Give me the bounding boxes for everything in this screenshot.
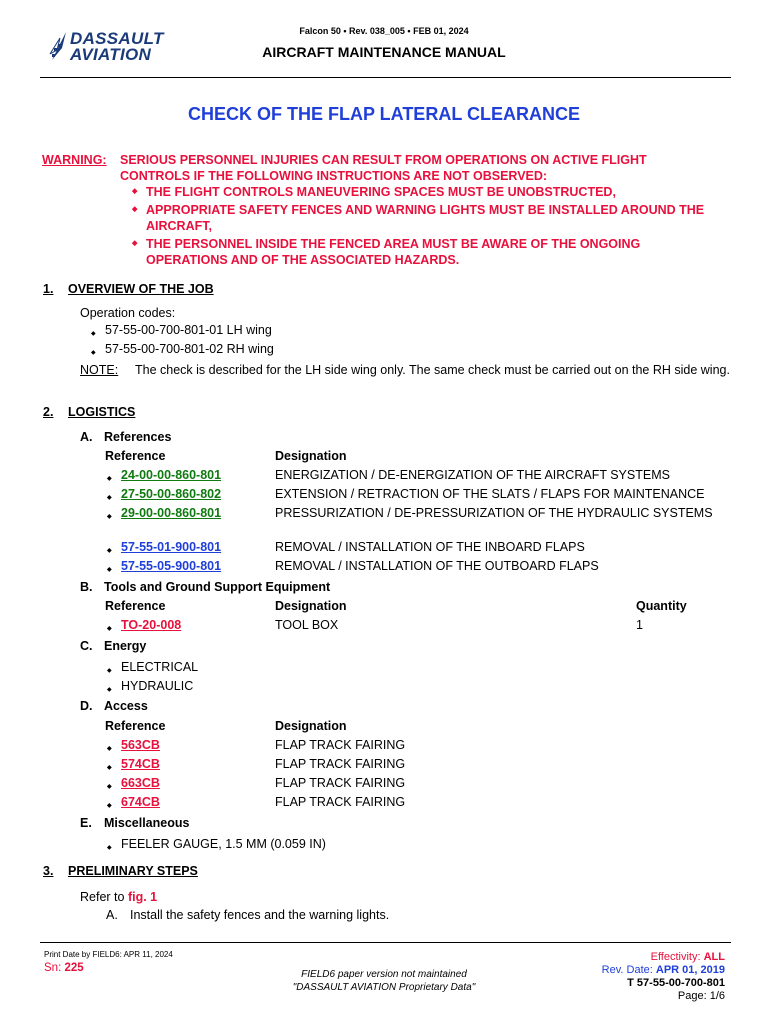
operation-codes-label: Operation codes:: [80, 306, 176, 320]
warning-item: ◆ THE FLIGHT CONTROLS MANEUVERING SPACES MUST BE UNOBSTRUCTED,: [132, 184, 712, 200]
tools-letter: B.: [80, 580, 93, 594]
warning-item: ◆ APPROPRIATE SAFETY FENCES AND WARNING LIGHTS MUST BE INSTALLED AROUND THE AIRCRAFT,: [132, 202, 712, 234]
section-2-number: 2.: [43, 405, 54, 419]
task-code: T 57-55-00-700-801: [627, 977, 725, 989]
energy-title: Energy: [104, 639, 147, 653]
reference-link-57-55-01-900-801[interactable]: ◆ 57-55-01-900-801: [121, 540, 221, 555]
note-text: The check is described for the LH side wing only. The same check must be carried out on the RH side wing.: [135, 363, 730, 377]
references-col-reference: Reference: [105, 449, 166, 463]
access-col-reference: Reference: [105, 719, 166, 733]
access-link-674cb[interactable]: ◆ 674CB: [121, 795, 160, 810]
access-designation: FLAP TRACK FAIRING: [275, 738, 406, 752]
access-link-563cb[interactable]: ◆ 563CB: [121, 738, 160, 753]
access-col-designation: Designation: [275, 719, 347, 733]
section-2-title: LOGISTICS: [68, 405, 136, 419]
energy-item: ◆ ELECTRICAL: [121, 660, 198, 675]
figure-link[interactable]: fig. 1: [127, 890, 158, 904]
reference-link-27-50-00-860-802[interactable]: ◆ 27-50-00-860-802: [121, 487, 221, 502]
rev-date-value: APR 01, 2019: [655, 964, 725, 976]
logo-line2: AVIATION: [70, 45, 152, 64]
references-col-designation: Designation: [275, 449, 347, 463]
effectivity-value: ALL: [703, 951, 725, 963]
tools-col-reference: Reference: [105, 599, 166, 613]
energy-letter: C.: [80, 639, 93, 653]
energy-item: ◆ HYDRAULIC: [121, 679, 193, 694]
rev-date: [602, 964, 725, 977]
manual-title: AIRCRAFT MAINTENANCE MANUAL: [262, 44, 506, 60]
reference-designation: REMOVAL / INSTALLATION OF THE OUTBOARD FLAPS: [275, 559, 599, 573]
page-title: CHECK OF THE FLAP LATERAL CLEARANCE: [187, 104, 580, 124]
tools-col-designation: Designation: [275, 599, 347, 613]
section-3-title: PRELIMINARY STEPS: [68, 864, 198, 878]
access-designation: FLAP TRACK FAIRING: [275, 776, 406, 790]
tool-link-to-20-008[interactable]: ◆ TO-20-008: [121, 618, 181, 633]
misc-item: ◆ FEELER GAUGE, 1.5 MM (0.059 IN): [121, 837, 326, 852]
footer-divider: [40, 942, 731, 943]
reference-designation: EXTENSION / RETRACTION OF THE SLATS / FLAPS FOR MAINTENANCE: [275, 487, 705, 501]
print-date: Print Date by FIELD6: APR 11, 2024: [44, 950, 173, 959]
header-divider: [40, 77, 731, 78]
access-link-574cb[interactable]: ◆ 574CB: [121, 757, 160, 772]
access-title: Access: [104, 699, 148, 713]
section-1-title: OVERVIEW OF THE JOB: [68, 282, 214, 296]
reference-designation: PRESSURIZATION / DE-PRESSURIZATION OF THE HYDRAULIC SYSTEMS: [275, 506, 713, 520]
footer-center-line2: "DASSAULT AVIATION Proprietary Data": [292, 982, 476, 993]
warning-label: WARNING:: [42, 153, 107, 167]
warning-item: ◆ THE PERSONNEL INSIDE THE FENCED AREA MUST BE AWARE OF THE ONGOING OPERATIONS AND OF THE ASSOCIATED HAZARDS.: [132, 236, 712, 268]
revision-line: Falcon 50 • Rev. 038_005 • FEB 01, 2024: [299, 26, 469, 36]
access-designation: FLAP TRACK FAIRING: [275, 757, 406, 771]
access-letter: D.: [80, 699, 93, 713]
effectivity: [602, 951, 725, 964]
access-link-663cb[interactable]: ◆ 663CB: [121, 776, 160, 791]
tools-col-quantity: Quantity: [636, 599, 687, 613]
footer-center-line1: FIELD6 paper version not maintained: [301, 969, 467, 980]
reference-link-24-00-00-860-801[interactable]: ◆ 24-00-00-860-801: [121, 468, 221, 483]
rev-date-label: Rev. Date:: [601, 964, 653, 976]
tool-quantity: 1: [636, 618, 643, 632]
sn-label: Sn:: [44, 962, 62, 974]
logo-line1: DASSAULT: [70, 29, 164, 48]
operation-code-item: ◆ 57-55-00-700-801-01 LH wing: [105, 323, 272, 338]
misc-letter: E.: [80, 816, 92, 830]
step-letter: A.: [106, 908, 118, 922]
reference-link-29-00-00-860-801[interactable]: ◆ 29-00-00-860-801: [121, 506, 221, 521]
sn-value: 225: [64, 962, 84, 974]
warning-text: SERIOUS PERSONNEL INJURIES CAN RESULT FROM OPERATIONS ON ACTIVE FLIGHT CONTROLS IF THE FOLLOWING INSTRUCTIONS ARE NOT OBSERVED:: [120, 153, 647, 183]
refer-line: [80, 890, 157, 905]
warning-list: [132, 184, 712, 270]
references-letter: A.: [80, 430, 93, 444]
reference-link-57-55-05-900-801[interactable]: ◆ 57-55-05-900-801: [121, 559, 221, 574]
page-number: Page: 1/6: [677, 990, 725, 1002]
refer-text: Refer to: [80, 890, 125, 904]
note-label: NOTE:: [80, 363, 119, 377]
section-1-number: 1.: [43, 282, 54, 296]
operation-code-item: ◆ 57-55-00-700-801-02 RH wing: [105, 342, 274, 357]
reference-designation: REMOVAL / INSTALLATION OF THE INBOARD FLAPS: [275, 540, 585, 554]
access-designation: FLAP TRACK FAIRING: [275, 795, 406, 809]
tool-designation: TOOL BOX: [275, 618, 339, 632]
section-3-number: 3.: [43, 864, 54, 878]
references-title: References: [104, 430, 172, 444]
misc-title: Miscellaneous: [104, 816, 190, 830]
tools-title: Tools and Ground Support Equipment: [104, 580, 331, 594]
reference-designation: ENERGIZATION / DE-ENERGIZATION OF THE AIRCRAFT SYSTEMS: [275, 468, 670, 482]
step-text: Install the safety fences and the warning lights.: [130, 908, 390, 922]
effectivity-label: Effectivity:: [650, 951, 701, 963]
footer-right: [602, 951, 725, 1003]
